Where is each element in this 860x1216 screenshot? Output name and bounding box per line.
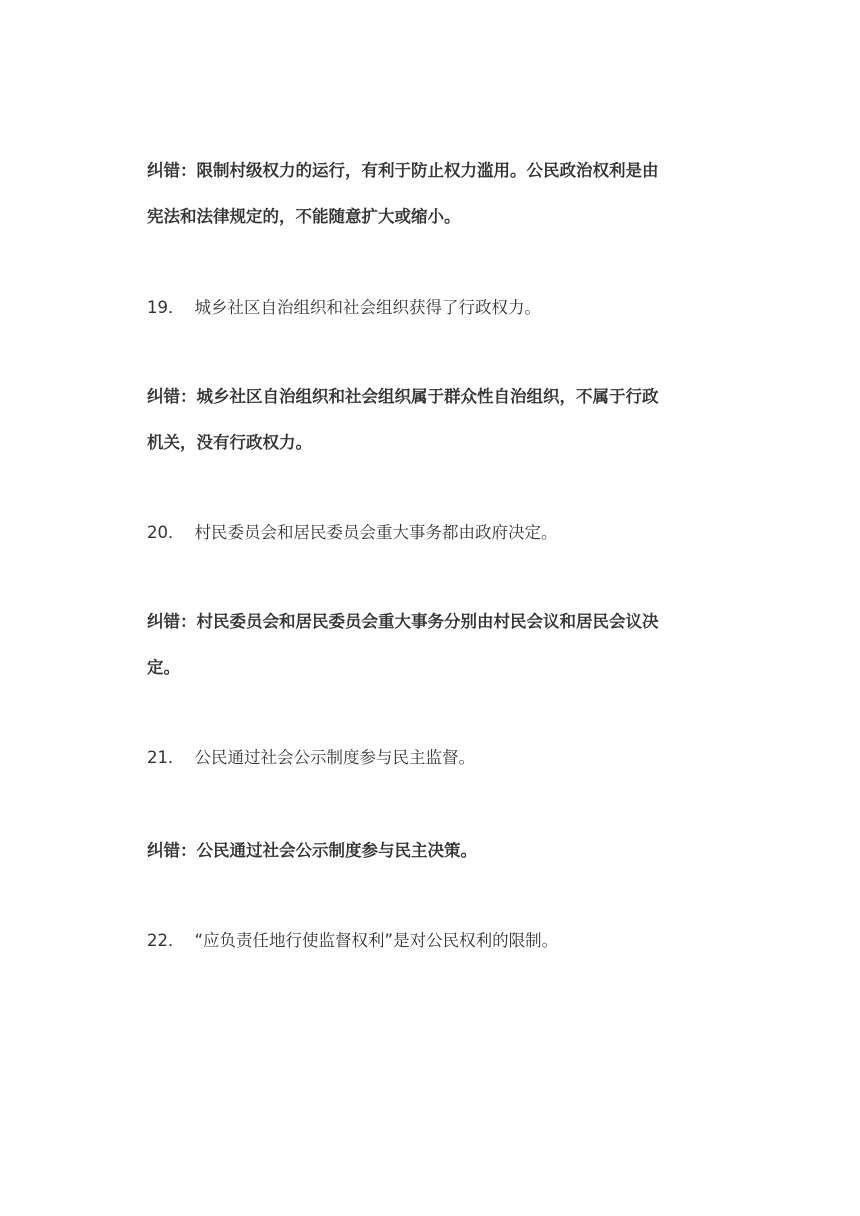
question-number: 19． — [147, 298, 185, 317]
question-item — [147, 929, 727, 953]
question-number: 22． — [147, 931, 185, 950]
correction-line: 纠错：村民委员会和居民委员会重大事务分别由村民会议和居民会议决 — [147, 612, 659, 631]
question-text: 公民通过社会公示制度参与民主监督。 — [194, 748, 475, 767]
question-item — [147, 521, 727, 545]
question-number: 21． — [147, 748, 185, 767]
correction-line: 宪法和法律规定的，不能随意扩大或缩小。 — [147, 207, 461, 226]
correction-paragraph — [147, 828, 727, 874]
correction-paragraph — [147, 599, 727, 691]
correction-paragraph — [147, 374, 727, 466]
correction-paragraph — [147, 148, 727, 240]
correction-line: 机关，没有行政权力。 — [147, 433, 312, 452]
correction-line: 纠错：限制村级权力的运行，有利于防止权力滥用。公民政治权利是由 — [147, 161, 659, 180]
question-item — [147, 746, 727, 770]
correction-line: 纠错：城乡社区自治组织和社会组织属于群众性自治组织，不属于行政 — [147, 387, 659, 406]
correction-line: 定。 — [147, 658, 180, 677]
correction-line: 纠错：公民通过社会公示制度参与民主决策。 — [147, 841, 477, 860]
question-item — [147, 296, 727, 320]
question-text: 城乡社区自治组织和社会组织获得了行政权力。 — [194, 298, 541, 317]
question-text: “应负责任地行使监督权利”是对公民权利的限制。 — [194, 931, 559, 950]
question-number: 20． — [147, 523, 185, 542]
question-text: 村民委员会和居民委员会重大事务都由政府决定。 — [194, 523, 558, 542]
